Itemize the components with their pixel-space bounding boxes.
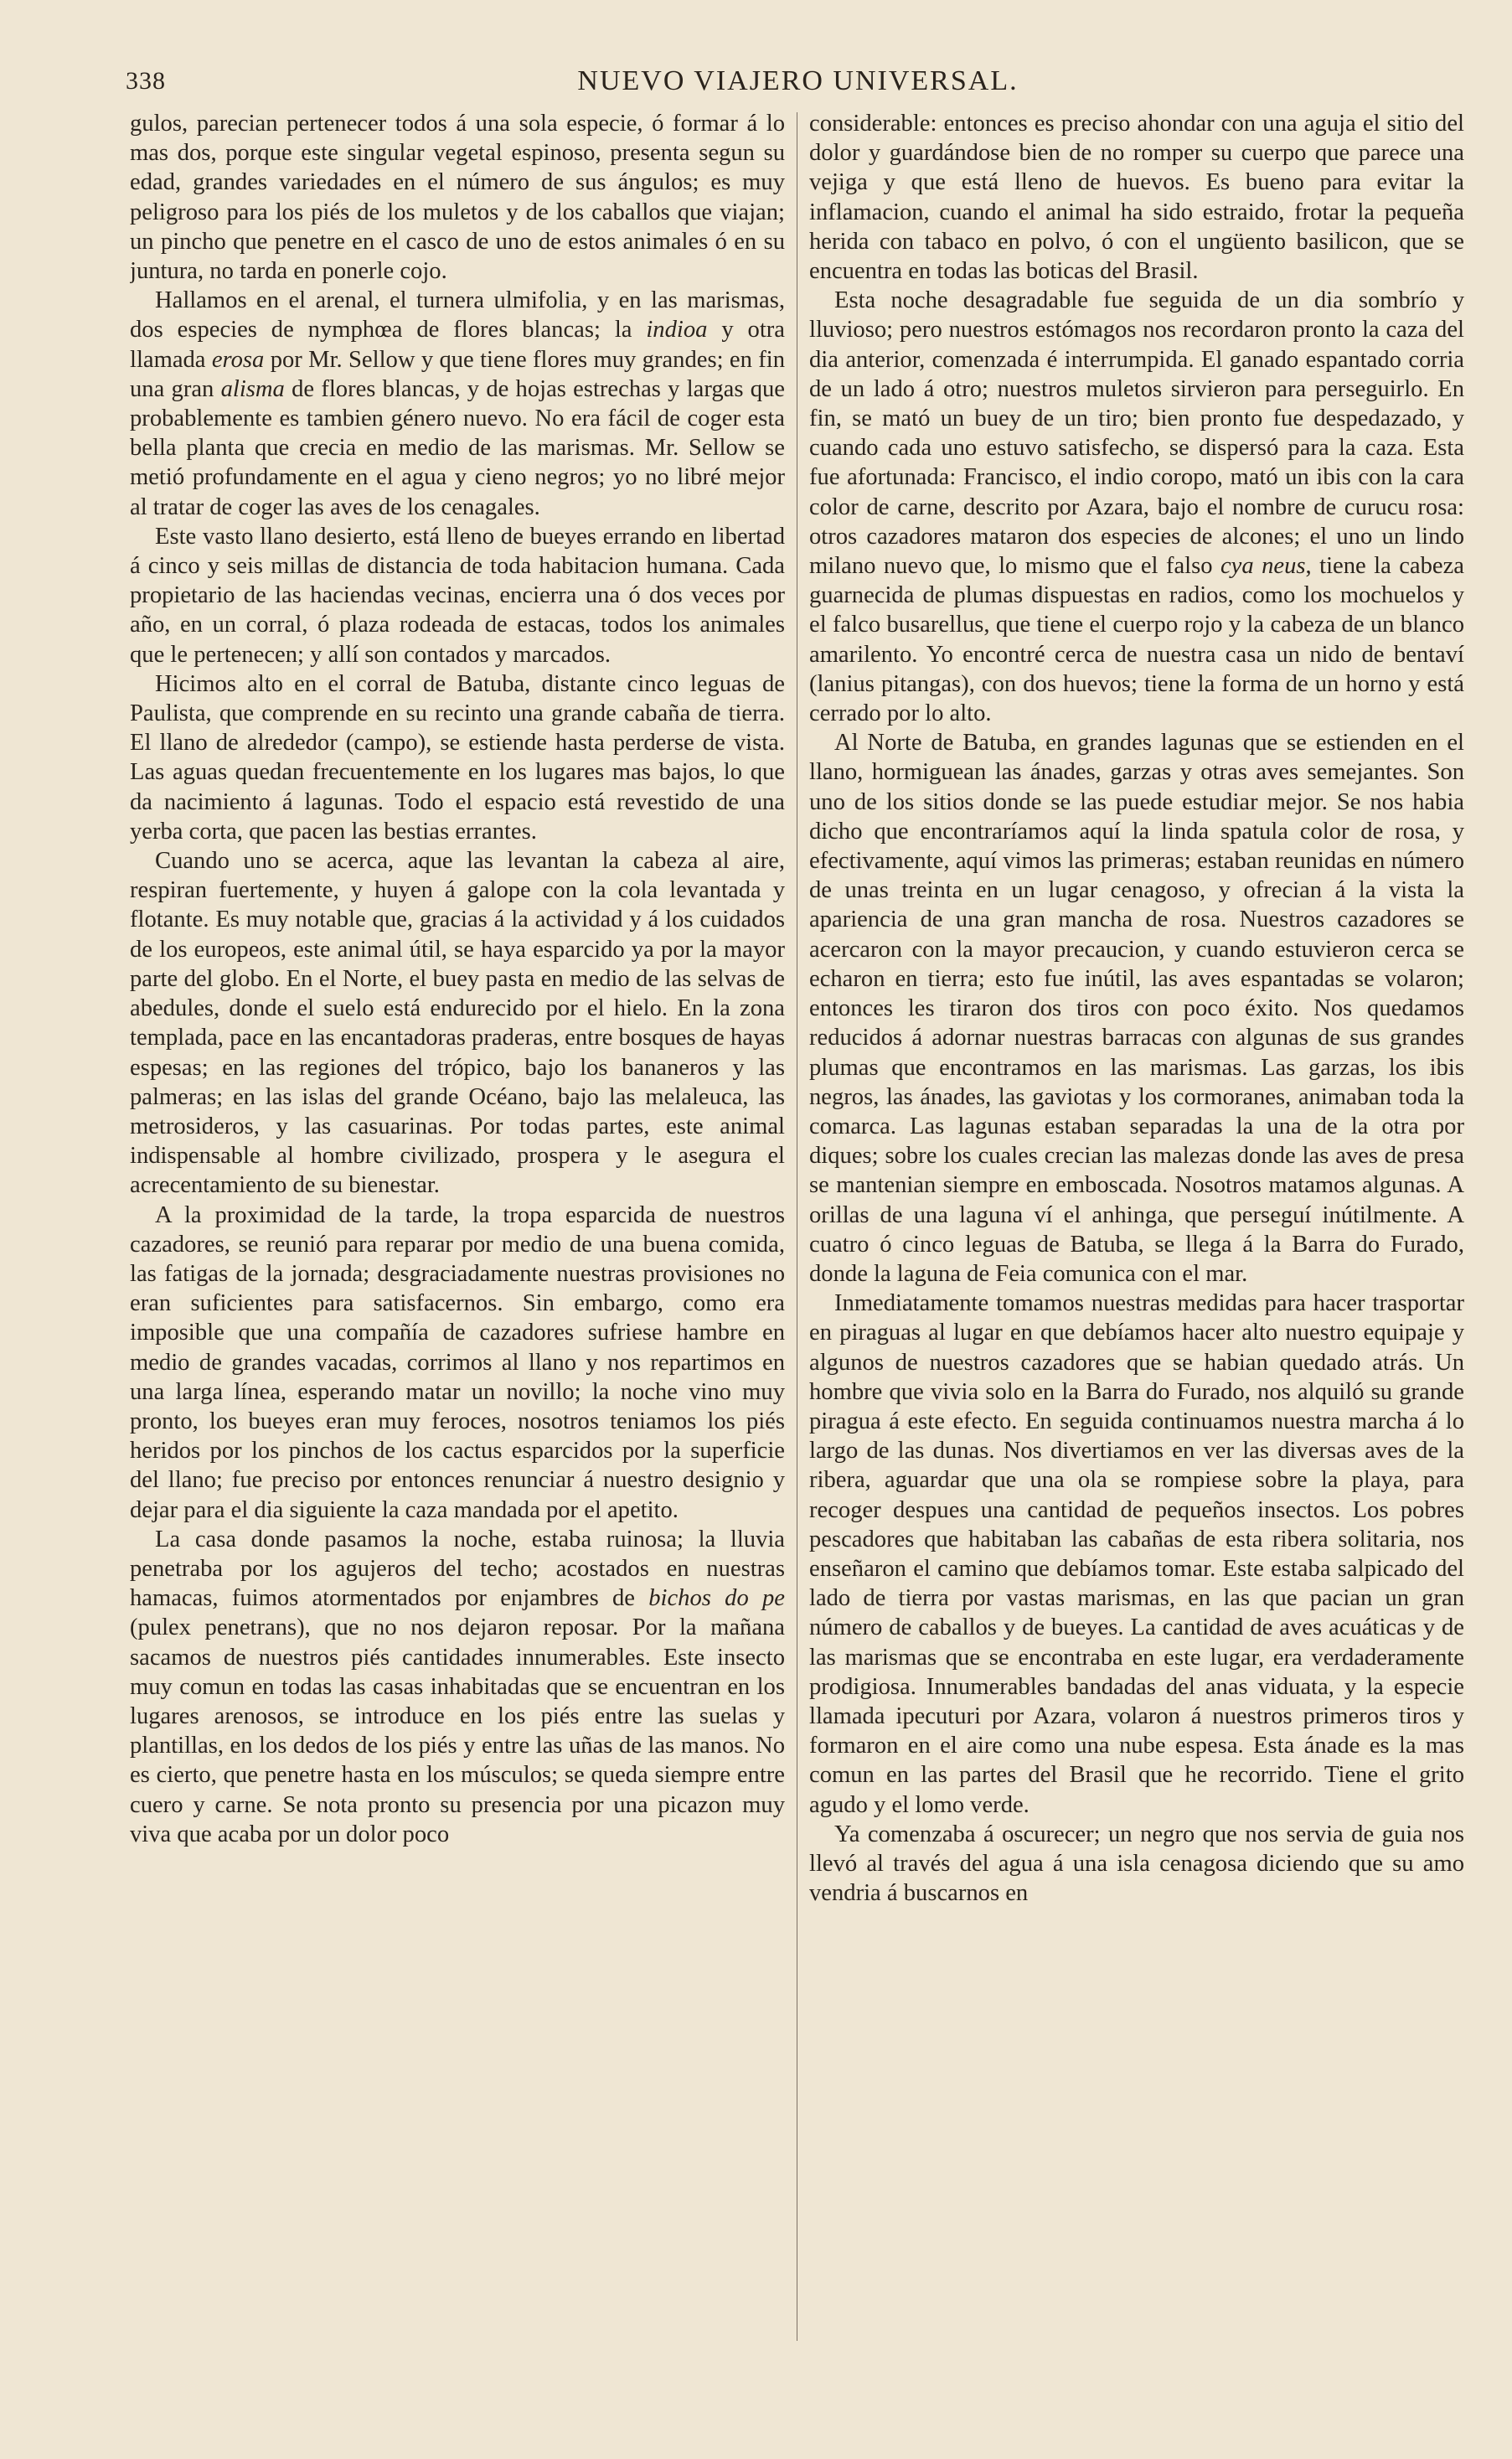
- italic-term: alisma: [220, 375, 285, 402]
- paragraph: [809, 286, 1464, 728]
- italic-term: erosa: [211, 346, 265, 373]
- paragraph-text: Esta noche desagradable fue seguida de un dia sombrío y lluvioso; pero nuestros estómagos nos recordaron pronto la caza del dia anterior, comenzada é interrumpida. El ganado espantado corria de un lado á otro; nuestros muletos sirvieron para perseguirlo. En fin, se mató un buey de un tiro; bien pronto fue despedazado, y cuando cada uno estuvo satisfecho, se dispersó para la caza. Esta fue afortunada: Francisco, el indio coropo, mató un ibis con la cara color de carne, descrito por Azara, bajo el nombre de curucu rosa: otros cazadores mataron dos especies de alcones; el uno un lindo milano nuevo que, lo mismo que el falso: [809, 287, 1464, 580]
- paragraph: [809, 109, 1464, 286]
- italic-term: cya neus: [1220, 553, 1306, 580]
- paragraph-text: gulos, parecian pertenecer todos á una sola especie, ó formar á lo mas dos, porque este singular vegetal espinoso, presenta segun su edad, grandes variedades en el número de sus ángulos; es muy peligroso para los piés de los muletos y de los caballos que viajan; un pincho que penetre en el casco de uno de estos animales ó en su juntura, no tarda en ponerle cojo.: [130, 111, 785, 285]
- paragraph-text: La casa donde pasamos la noche, estaba ruinosa; la lluvia penetraba por los agujeros del techo; acostados en nuestras hamacas, fuimos atormentados por enjambres de: [130, 1526, 785, 1612]
- paragraph-text: (pulex penetrans), que no nos dejaron reposar. Por la mañana sacamos de nuestros piés cantidades innumerables. Este insecto muy comun en todas las casas inhabitadas que se encuentran en los lugares arenosos, se introduce en los piés entre las suelas y plantillas, en los dedos de los piés y entre las uñas de las manos. No es cierto, que penetre hasta en los músculos; se queda siempre entre cuero y carne. Se nota pronto su presencia por una picazon muy viva que acaba por un dolor poco: [130, 1614, 785, 1847]
- running-title: NUEVO VIAJERO UNIVERSAL.: [577, 65, 1019, 96]
- paragraph-text: Inmediatamente tomamos nuestras medidas para hacer trasportar en piraguas al lugar en que debíamos hacer alto nuestro equipaje y algunos de nuestros cazadores que se habian quedado atrás. Un hombre que vivia solo en la Barra do Furado, nos alquiló su grande piragua á este efecto. En seguida continuamos nuestra marcha á lo largo de las dunas. Nos divertiamos en ver las diversas aves de la ribera, aguardar que una ola se rompiese sobre la playa, para recoger despues una cantidad de pequeños insectos. Los pobres pescadores que habitaban las cabañas de esta ribera solitaria, nos enseñaron el camino que debíamos tomar. Este estaba salpicado del lado de tierra por vastas marismas, en las que pacian un gran número de caballos y de bueyes. La cantidad de aves acuáticas y de las marismas que se encontraba en este lugar, era verdaderamente prodigiosa. Innumerables bandadas del anas viduata, y la especie llamada ipecuturi por Azara, volaron á nuestros primeros tiros y formaron en el aire como una nube espesa. Esta ánade es la mas comun en las partes del Brasil que he recorrido. Tiene el grito agudo y el lomo verde.: [809, 1290, 1464, 1818]
- paragraph-text: de flores blancas, y de hojas estrechas y largas que probablemente es tambien género nuevo. No era fácil de coger esta bella planta que crecia en medio de las marismas. Mr. Sellow se metió profundamente en el agua y cieno negros; yo no libré mejor al tratar de coger las aves de los cenagales.: [130, 375, 785, 520]
- paragraph: [130, 846, 785, 1200]
- paragraph-text: Este vasto llano desierto, está lleno de bueyes errando en libertad á cinco y seis millas de distancia de toda habitacion humana. Cada propietario de las haciendas vecinas, encierra una ó dos veces por año, en un corral, ó plaza rodeada de estacas, todos los animales que le pertenecen; y allí son contados y marcados.: [130, 523, 785, 668]
- paragraph-text: y otra llamada: [130, 317, 785, 373]
- paragraph-text: Hicimos alto en el corral de Batuba, distante cinco leguas de Paulista, que comprende en su recinto una grande cabaña de tierra. El llano de alrededor (campo), se estiende hasta perderse de vista. Las aguas quedan frecuentemente en los lugares mas bajos, lo que da nacimiento á lagunas. Todo el espacio está revestido de una yerba corta, que pacen las bestias errantes.: [130, 670, 785, 845]
- paragraph: [809, 1289, 1464, 1820]
- italic-term: indioa: [646, 317, 708, 344]
- paragraph: [130, 1201, 785, 1525]
- page-number: 338: [126, 67, 166, 95]
- paragraph-text: por Mr. Sellow y que tiene flores muy grandes; en fin una gran: [130, 346, 785, 402]
- paragraph: [130, 669, 785, 846]
- paragraph: [809, 1820, 1464, 1909]
- page-header: [126, 67, 1470, 109]
- paragraph: [130, 286, 785, 522]
- paragraph-text: Cuando uno se acerca, aque las levantan la cabeza al aire, respiran fuertemente, y huyen á galope con la cola levantada y flotante. Es muy notable que, gracias á la actividad y á los cuidados de los europeos, este animal útil, se haya esparcido ya por la mayor parte del globo. En el Norte, el buey pasta en medio de las selvas de abedules, donde el suelo está endurecido por el hielo. En la zona templada, pace en las encantadoras praderas, entre bosques de hayas espesas; en las regiones del trópico, bajo los bananeros y las palmeras; en las islas del grande Océano, bajo las melaleuca, las metrosideros, y las casuarinas. Por todas partes, este animal indispensable al hombre civilizado, prospera y le asegura el acrecentamiento de su bienestar.: [130, 848, 785, 1199]
- paragraph-text: Ya comenzaba á oscurecer; un negro que nos servia de guia nos llevó al través del agua á una isla cenagosa diciendo que su amo vendria á buscarnos en: [809, 1821, 1464, 1907]
- paragraph: [130, 522, 785, 669]
- paragraph-text: Hallamos en el arenal, el turnera ulmifolia, y en las marismas, dos especies de nymphœa de flores blancas; la: [130, 287, 785, 344]
- right-text-column: [809, 109, 1464, 2354]
- paragraph: [130, 1525, 785, 1849]
- paragraph: [130, 109, 785, 286]
- paragraph-text: considerable: entonces es preciso ahondar con una aguja el sitio del dolor y guardándose bien de no romper su cuerpo que parece una vejiga y que está lleno de huevos. Es bueno para evitar la inflamacion, cuando el animal ha sido estraido, frotar la pequeña herida con tabaco en polvo, ó con el ungüento basilicon, que se encuentra en todas las boticas del Brasil.: [809, 111, 1464, 285]
- left-text-column: [130, 109, 785, 2354]
- italic-term: bichos do pe: [648, 1585, 785, 1612]
- paragraph-text: A la proximidad de la tarde, la tropa esparcida de nuestros cazadores, se reunió para reparar por medio de una buena comida, las fatigas de la jornada; desgraciadamente nuestras provisiones no eran suficientes para satisfacernos. Sin embargo, como era imposible que una compañía de cazadores sufriese hambre en medio de grandes vacadas, corrimos al llano y nos repartimos en una larga línea, esperando matar un novillo; la noche vino muy pronto, los bueyes eran muy feroces, nosotros teniamos los piés heridos por los pinchos de los cactus esparcidos por la superficie del llano; fue preciso por entonces renunciar á nuestro designio y dejar para el dia siguiente la caza mandada por el apetito.: [130, 1201, 785, 1523]
- paragraph: [809, 728, 1464, 1289]
- paragraph-text: Al Norte de Batuba, en grandes lagunas que se estienden en el llano, hormiguean las ánades, garzas y otras aves semejantes. Son uno de los sitios donde se las puede estudiar mejor. Se nos habia dicho que encontraríamos aquí la linda spatula color de rosa, y efectivamente, aquí vimos las primeras; estaban reunidas en número de unas treinta en un lugar cenagoso, y ofrecian á la vista la apariencia de una gran mancha de rosa. Nuestros cazadores se acercaron con la mayor precaucion, y cuando estuvieron cerca se echaron en tierra; esto fue inútil, las aves espantadas se volaron; entonces les tiraron dos tiros con poco éxito. Nos quedamos reducidos á adornar nuestras barracas con algunas de sus grandes plumas que encontramos en las marismas. Las garzas, los ibis negros, las ánades, las gaviotas y los cormoranes, animaban toda la comarca. Las lagunas estaban separadas la una de la otra por diques; sobre los cuales crecian las malezas donde las aves de presa se mantenian siempre en emboscada. Nosotros matamos algunas. A orillas de una laguna ví el anhinga, que perseguí inútilmente. A cuatro ó cinco leguas de Batuba, se llega á la Barra do Furado, donde la laguna de Feia comunica con el mar.: [809, 730, 1464, 1287]
- paragraph-text: , tiene la cabeza guarnecida de plumas dispuestas en radios, como los mochuelos y el falco busarellus, que tiene el cuerpo rojo y la cabeza de un blanco amarilento. Yo encontré cerca de nuestra casa un nido de bentaví (lanius pitangas), con dos huevos; tiene la forma de un horno y está cerrado por lo alto.: [809, 553, 1464, 727]
